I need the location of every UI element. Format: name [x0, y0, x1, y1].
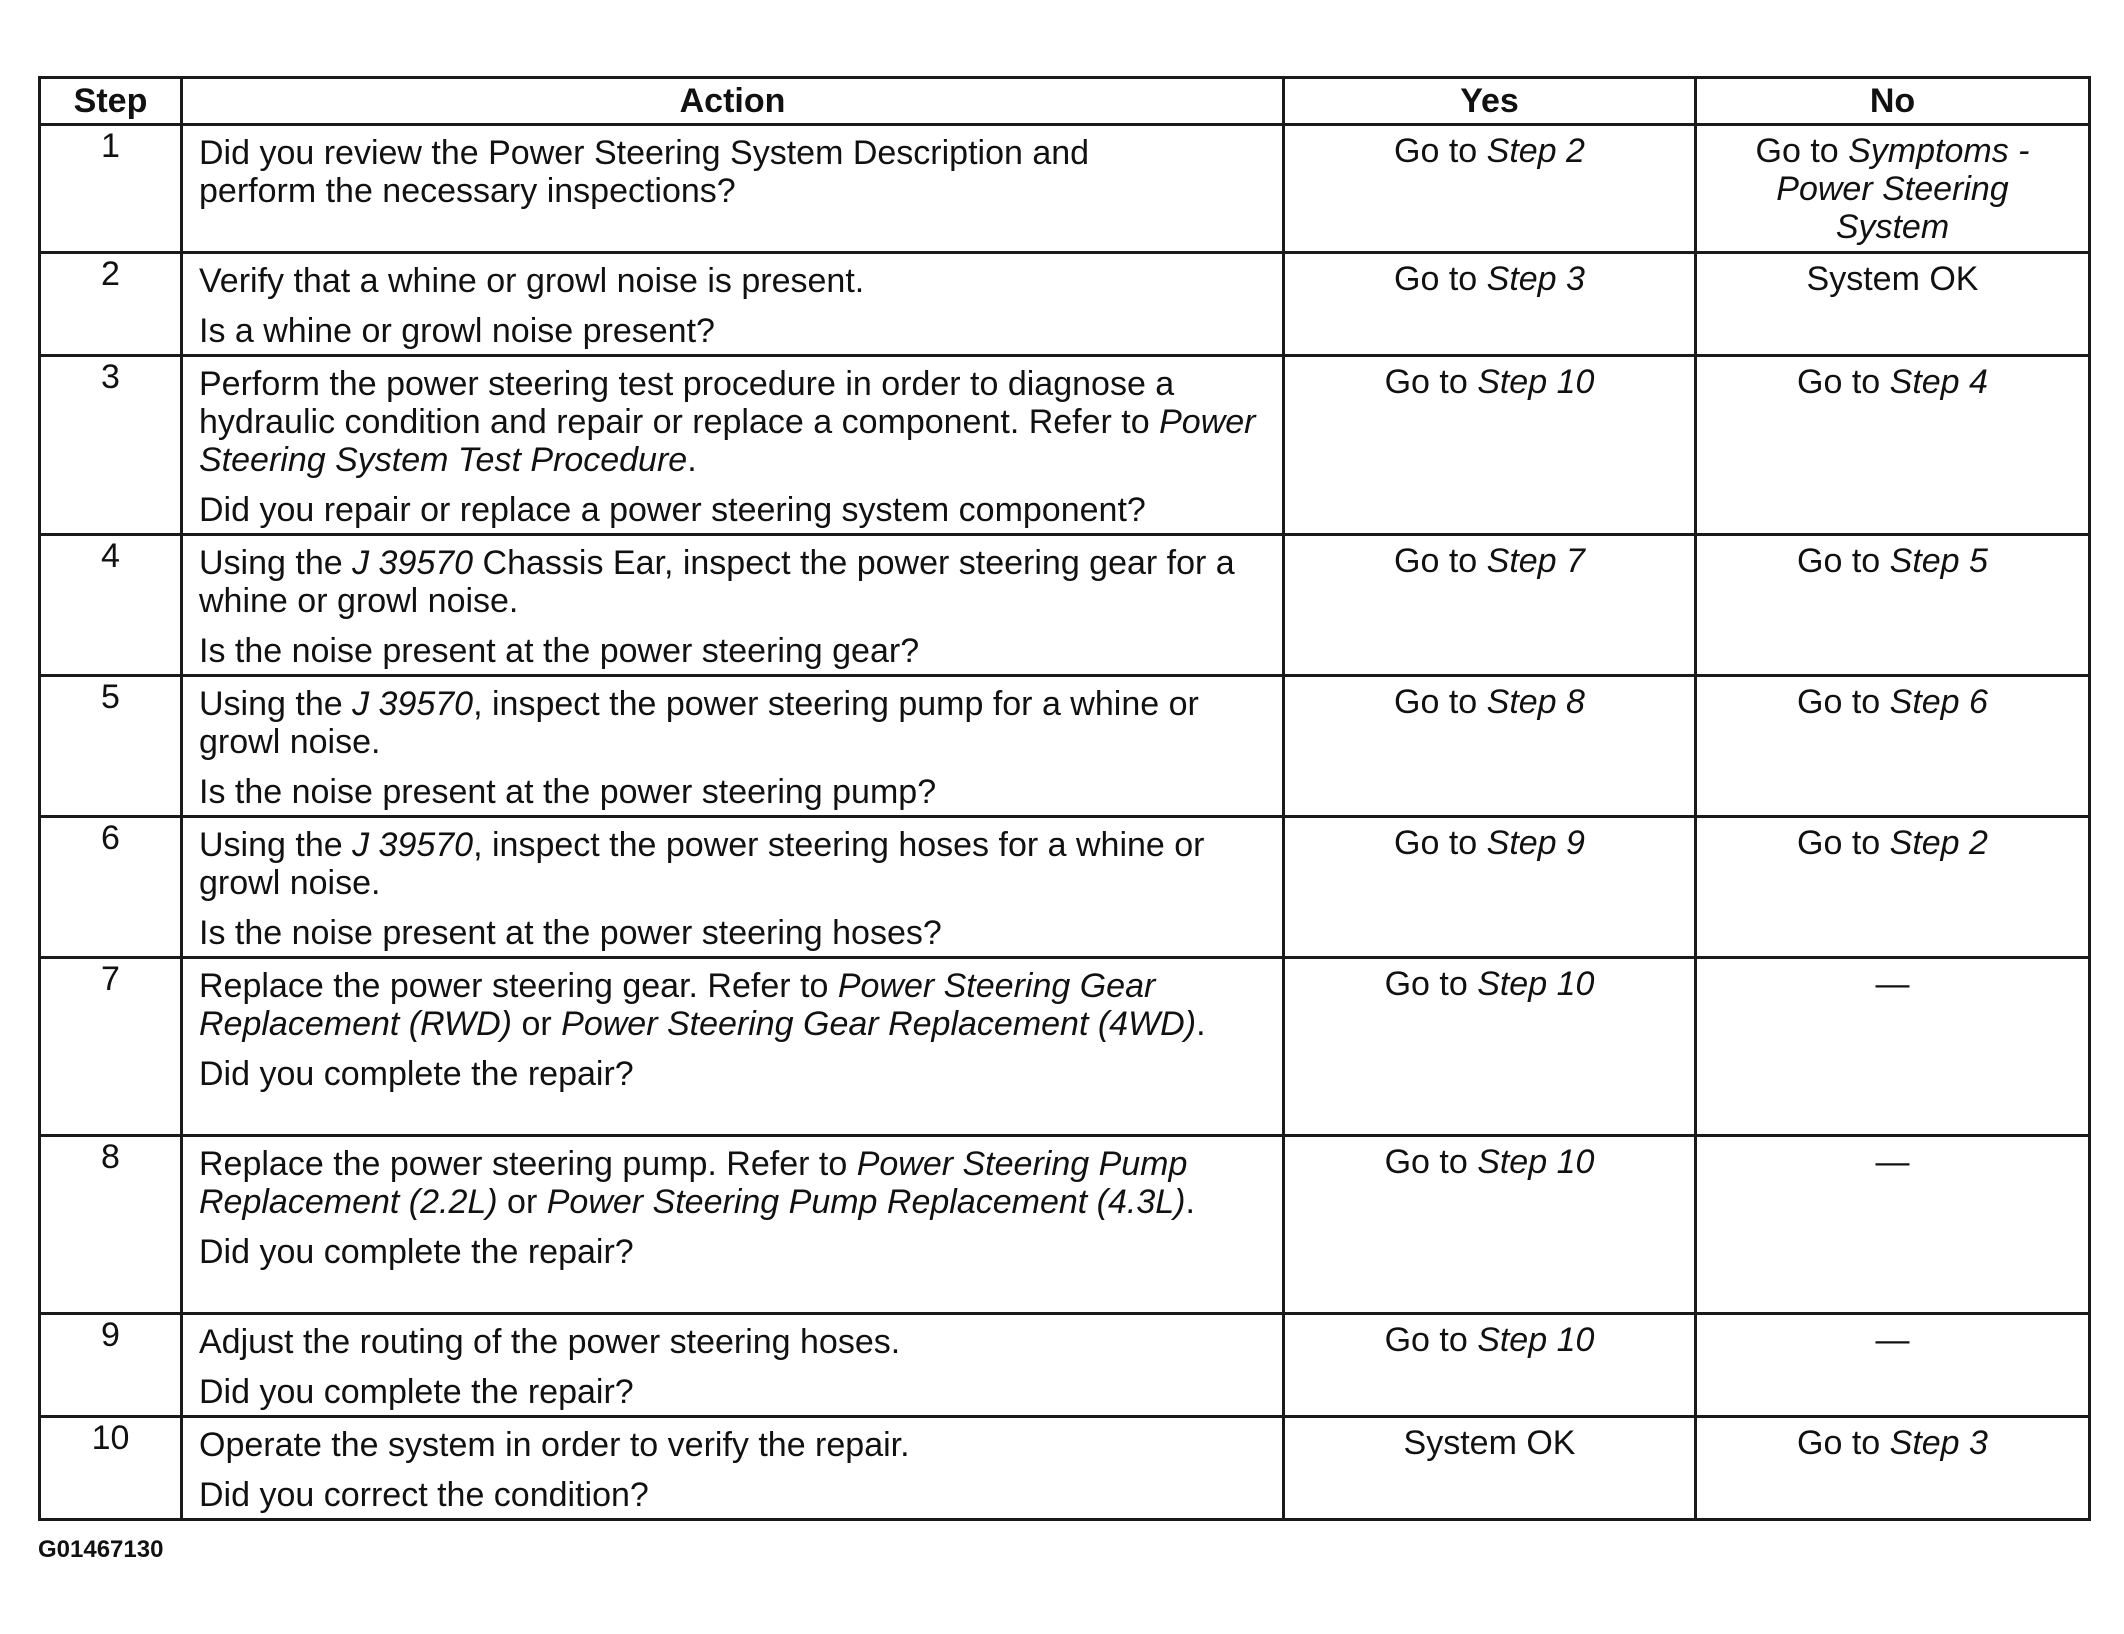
action-question: Is the noise present at the power steering pump? [199, 773, 937, 811]
action-text [199, 365, 1268, 479]
action-text: Operate the system in order to verify the repair. [199, 1426, 910, 1464]
no-prefix: Go to [1797, 1424, 1890, 1462]
action-cell [182, 676, 1284, 817]
no-prefix: Go to [1797, 824, 1890, 862]
table-row [40, 1417, 2090, 1520]
action-text [199, 967, 1268, 1043]
step-number: 9 [40, 1314, 182, 1417]
no-step-ref: Step 4 [1889, 363, 1988, 401]
table-row [40, 356, 2090, 535]
action-question: Did you complete the repair? [199, 1233, 634, 1271]
action-text-end: . [1196, 1005, 1206, 1043]
yes-cell [1284, 356, 1696, 535]
action-cell [182, 1136, 1284, 1314]
action-question: Is a whine or growl noise present? [199, 312, 715, 350]
action-text-part: or [512, 1005, 562, 1043]
header-row [40, 78, 2090, 125]
table-row [40, 958, 2090, 1136]
yes-cell [1284, 1314, 1696, 1417]
header-step: Step [40, 78, 182, 125]
no-cell [1696, 958, 2090, 1136]
action-cell [182, 1417, 1284, 1520]
yes-prefix: Go to [1394, 260, 1487, 298]
tool-ref: J 39570 [352, 544, 474, 582]
figure-code: G01467130 [38, 1536, 164, 1563]
tool-ref: J 39570 [352, 685, 474, 723]
diagnostic-table [38, 76, 2091, 1521]
action-question: Did you complete the repair? [199, 1055, 634, 1093]
no-cell [1696, 1136, 2090, 1314]
no-result-dash: — [1875, 1321, 1910, 1359]
action-text-part: Using the [199, 826, 353, 864]
action-question: Did you repair or replace a power steering system component? [199, 491, 1146, 529]
no-prefix: Go to [1755, 132, 1849, 170]
no-cell [1696, 253, 2090, 356]
yes-cell [1284, 1136, 1696, 1314]
yes-result: System OK [1403, 1424, 1576, 1462]
no-prefix: Go to [1797, 363, 1890, 401]
yes-prefix: Go to [1384, 965, 1478, 1003]
yes-cell [1284, 676, 1696, 817]
action-text-part: Using the [199, 544, 353, 582]
action-cell [182, 817, 1284, 958]
procedure-ref: Power Steering Pump Replacement (2.2L) [199, 1145, 1188, 1221]
no-cell [1696, 1417, 2090, 1520]
action-question: Did you complete the repair? [199, 1373, 634, 1411]
action-text-part: or [497, 1183, 547, 1221]
yes-prefix: Go to [1384, 1143, 1478, 1181]
yes-step-ref: Step 10 [1477, 1321, 1595, 1359]
procedure-ref: Power Steering Gear Replacement (4WD) [561, 1005, 1197, 1043]
action-cell [182, 535, 1284, 676]
yes-prefix: Go to [1394, 132, 1487, 170]
action-text-part: , inspect the power steering pump for a whine or growl noise. [199, 685, 1199, 761]
action-text [199, 1145, 1268, 1221]
no-cell [1696, 817, 2090, 958]
step-number: 5 [40, 676, 182, 817]
table-row [40, 253, 2090, 356]
yes-cell [1284, 253, 1696, 356]
table-row [40, 1136, 2090, 1314]
yes-cell [1284, 958, 1696, 1136]
header-action: Action [182, 78, 1284, 125]
no-cell [1696, 535, 2090, 676]
no-cell [1696, 125, 2090, 253]
action-text-part: Replace the power steering gear. Refer to [199, 967, 838, 1005]
yes-cell [1284, 535, 1696, 676]
no-result-dash: — [1875, 1143, 1910, 1181]
yes-cell [1284, 817, 1696, 958]
action-text [199, 826, 1268, 902]
no-step-ref: Step 3 [1889, 1424, 1988, 1462]
step-number: 4 [40, 535, 182, 676]
yes-step-ref: Step 9 [1486, 824, 1585, 862]
step-number: 6 [40, 817, 182, 958]
no-result-dash: — [1875, 965, 1910, 1003]
action-question: Did you correct the condition? [199, 1476, 649, 1514]
table-row [40, 125, 2090, 253]
no-result: System OK [1806, 260, 1979, 298]
action-cell [182, 356, 1284, 535]
step-number: 3 [40, 356, 182, 535]
action-question: Is the noise present at the power steering hoses? [199, 914, 942, 952]
header-yes: Yes [1284, 78, 1696, 125]
yes-prefix: Go to [1384, 1321, 1478, 1359]
yes-step-ref: Step 10 [1477, 1143, 1595, 1181]
yes-step-ref: Step 10 [1477, 965, 1595, 1003]
table-row [40, 676, 2090, 817]
action-cell [182, 125, 1284, 253]
action-text-part: Chassis Ear, inspect the power steering gear for a whine or growl noise. [199, 544, 1235, 620]
action-text-end: . [1185, 1183, 1195, 1221]
action-question: Is the noise present at the power steering gear? [199, 632, 920, 670]
action-cell [182, 1314, 1284, 1417]
action-text [199, 685, 1268, 761]
action-text: Verify that a whine or growl noise is present. [199, 262, 865, 300]
yes-prefix: Go to [1394, 683, 1487, 721]
action-text: Adjust the routing of the power steering hoses. [199, 1323, 901, 1361]
action-text-part: Using the [199, 685, 353, 723]
step-number: 10 [40, 1417, 182, 1520]
procedure-ref: Power Steering Pump Replacement (4.3L) [546, 1183, 1186, 1221]
yes-step-ref: Step 8 [1486, 683, 1585, 721]
no-cell [1696, 676, 2090, 817]
procedure-ref: Power Steering Gear Replacement (RWD) [199, 967, 1156, 1043]
no-prefix: Go to [1797, 542, 1890, 580]
yes-step-ref: Step 2 [1486, 132, 1585, 170]
yes-prefix: Go to [1384, 363, 1478, 401]
step-number: 1 [40, 125, 182, 253]
action-text-part: Replace the power steering pump. Refer to [199, 1145, 857, 1183]
table-row [40, 535, 2090, 676]
step-number: 7 [40, 958, 182, 1136]
yes-cell [1284, 125, 1696, 253]
action-text: Did you review the Power Steering System Description and perform the necessary inspections? [199, 134, 1090, 210]
table-row [40, 1314, 2090, 1417]
step-number: 2 [40, 253, 182, 356]
yes-prefix: Go to [1394, 542, 1487, 580]
no-cell [1696, 1314, 2090, 1417]
action-cell [182, 253, 1284, 356]
no-step-ref: Symptoms - Power Steering System [1776, 132, 2030, 246]
action-text-part: , inspect the power steering hoses for a whine or growl noise. [199, 826, 1205, 902]
action-text-part: Perform the power steering test procedure in order to diagnose a hydraulic condition and repair or replace a component. Refer to [199, 365, 1175, 441]
table-row [40, 817, 2090, 958]
no-step-ref: Step 6 [1889, 683, 1988, 721]
action-cell [182, 958, 1284, 1136]
tool-ref: J 39570 [352, 826, 474, 864]
no-step-ref: Step 5 [1889, 542, 1988, 580]
header-no: No [1696, 78, 2090, 125]
no-prefix: Go to [1797, 683, 1890, 721]
no-step-ref: Step 2 [1889, 824, 1988, 862]
procedure-ref: Power Steering System Test Procedure [199, 403, 1256, 479]
yes-step-ref: Step 7 [1486, 542, 1585, 580]
yes-cell [1284, 1417, 1696, 1520]
step-number: 8 [40, 1136, 182, 1314]
no-cell [1696, 356, 2090, 535]
yes-step-ref: Step 3 [1486, 260, 1585, 298]
action-text-end: . [687, 441, 697, 479]
yes-prefix: Go to [1394, 824, 1487, 862]
action-text [199, 544, 1268, 620]
yes-step-ref: Step 10 [1477, 363, 1595, 401]
